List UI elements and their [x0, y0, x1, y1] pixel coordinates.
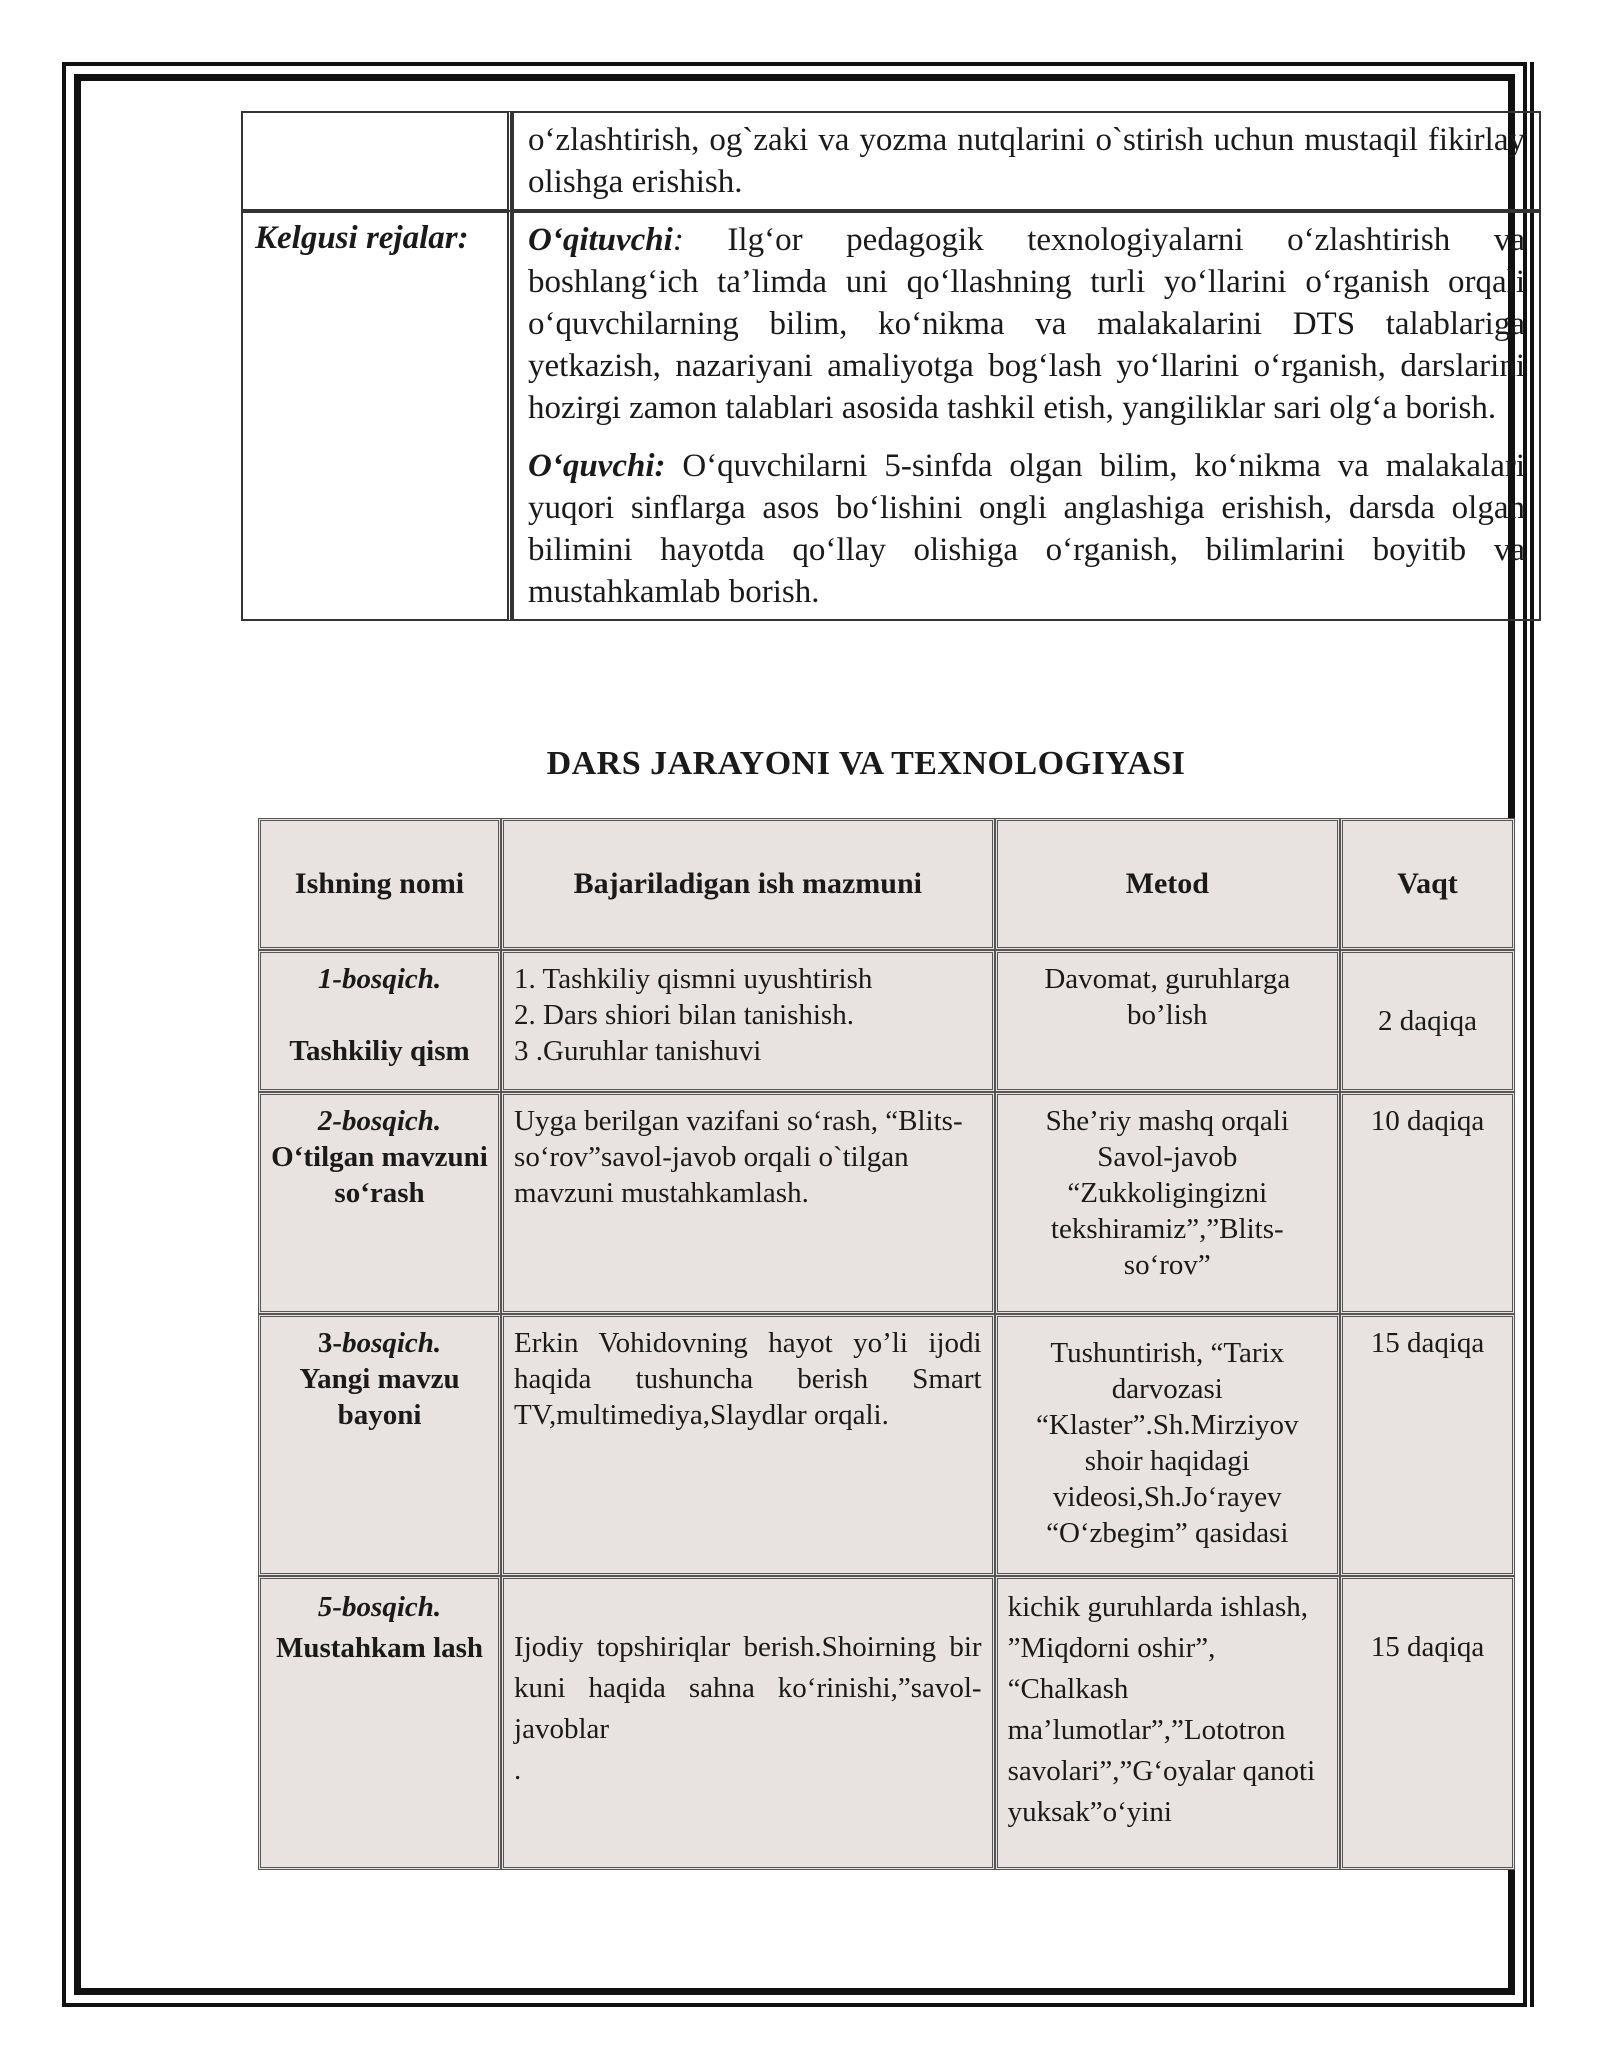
table-row	[258, 1092, 1515, 1314]
stage-prefix: 3-	[317, 1327, 343, 1359]
student-plan	[528, 445, 1525, 613]
teacher-colon: :	[672, 222, 684, 258]
work-item: 3 .Guruhlar tanishuvi	[514, 1035, 762, 1067]
method-cell: She’riy mashq orqali Savol-javob “Zukkoligingizni tekshiramiz”,”Blits-so‘rov”	[995, 1092, 1340, 1314]
time-cell: 15 daqiqa	[1340, 1314, 1515, 1576]
header-time: Vaqt	[1340, 818, 1515, 950]
stage-number: 1-bosqich.	[317, 963, 442, 995]
stage-title: O‘tilgan mavzuni so‘rash	[271, 1141, 488, 1209]
table-row	[258, 950, 1515, 1092]
table-row	[258, 1314, 1515, 1576]
future-plans-row	[241, 211, 1541, 621]
work-dot: .	[514, 1754, 522, 1786]
future-plans-label: Kelgusi rejalar:	[241, 211, 512, 621]
work-text: Ijodiy topshiriqlar berish.Shoirning bir kuni haqida sahna ko‘rinishi,”savol-javoblar	[514, 1631, 982, 1745]
section-heading: DARS JARAYONI VA TEXNOLOGIYASI	[546, 745, 1186, 782]
plan-row-text	[512, 111, 1541, 211]
work-cell	[501, 1576, 995, 1870]
table-header-row	[258, 818, 1515, 950]
stage-number: 2-bosqich.	[317, 1105, 442, 1137]
time-cell: 15 daqiqa	[1340, 1576, 1515, 1870]
student-role: O‘quvchi:	[528, 448, 666, 484]
plan-row-label	[241, 111, 512, 211]
stage-title: Yangi mavzu bayoni	[299, 1363, 460, 1431]
stage-cell	[258, 1092, 501, 1314]
time-cell: 10 daqiqa	[1340, 1092, 1515, 1314]
stage-number: 5-bosqich.	[317, 1591, 442, 1623]
lesson-process-table	[258, 818, 1515, 1870]
work-cell: Erkin Vohidovning hayot yo’li ijodi haqida tushuncha berish Smart TV,multimediya,Slaydlar orqali.	[501, 1314, 995, 1576]
work-cell: Uyga berilgan vazifani so‘rash, “Blits-so‘rov”savol-javob orqali o`tilgan mavzuni mustahkamlash.	[501, 1092, 995, 1314]
work-item: 1. Tashkiliy qismni uyushtirish	[514, 963, 873, 995]
plan-text: o‘zlashtirish, og`zaki va yozma nutqlarini o`stirish uchun mustaqil fikirlay olishga erishish.	[528, 122, 1525, 200]
plan-table	[241, 111, 1541, 621]
stage-cell	[258, 1576, 501, 1870]
method-cell: Tushuntirish, “Tarix darvozasi “Klaster”.Sh.Mirziyov shoir haqidagi videosi,Sh.Jo‘rayev “O‘zbegim” qasidasi	[995, 1314, 1340, 1576]
teacher-role: O‘qituvchi	[528, 222, 673, 258]
stage-title: Tashkiliy qism	[289, 1035, 470, 1067]
header-stage-name: Ishning nomi	[258, 818, 501, 950]
stage-number: bosqich.	[342, 1327, 442, 1359]
header-work-content: Bajariladigan ish mazmuni	[501, 818, 995, 950]
stage-title: Mustahkam lash	[275, 1632, 484, 1664]
table-row	[258, 1576, 1515, 1870]
work-cell	[501, 950, 995, 1092]
time-cell: 2 daqiqa	[1340, 950, 1515, 1092]
method-cell: kichik guruhlarda ishlash, ”Miqdorni oshir”, “Chalkash ma’lumotlar”,”Lototron savolari”,”G‘oyalar qanoti yuksak”o‘yini	[995, 1576, 1340, 1870]
future-plans-text	[512, 211, 1541, 621]
teacher-plan	[528, 219, 1525, 429]
teacher-plan-text: Ilg‘or pedagogik texnologiyalarni o‘zlashtirish va boshlang‘ich ta’limda uni qo‘llashning turli yo‘llarini o‘rganish orqali o‘quvchilarning bilim, ko‘nikma va malakalarini DTS talablariga yetkazish, nazariyani amaliyotga bog‘lash yo‘llarini o‘rganish, darslarini hozirgi zamon talablari asosida tashkil etish, yangiliklar sari olg‘a borish.	[528, 222, 1525, 426]
work-item: 2. Dars shiori bilan tanishish.	[514, 999, 854, 1031]
student-plan-text: O‘quvchilarni 5-sinfda olgan bilim, ko‘nikma va malakalari yuqori sinflarga asos bo‘lishini ongli anglashiga erishish, darsda olgan bilimini hayotda qo‘llay olishiga o‘rganish, bilimlarini boyitib va mustahkamlab borish.	[528, 448, 1525, 610]
stage-cell	[258, 1314, 501, 1576]
method-cell: Davomat, guruhlarga bo’lish	[995, 950, 1340, 1092]
plan-row	[241, 111, 1541, 211]
header-method: Metod	[995, 818, 1340, 950]
stage-cell	[258, 950, 501, 1092]
